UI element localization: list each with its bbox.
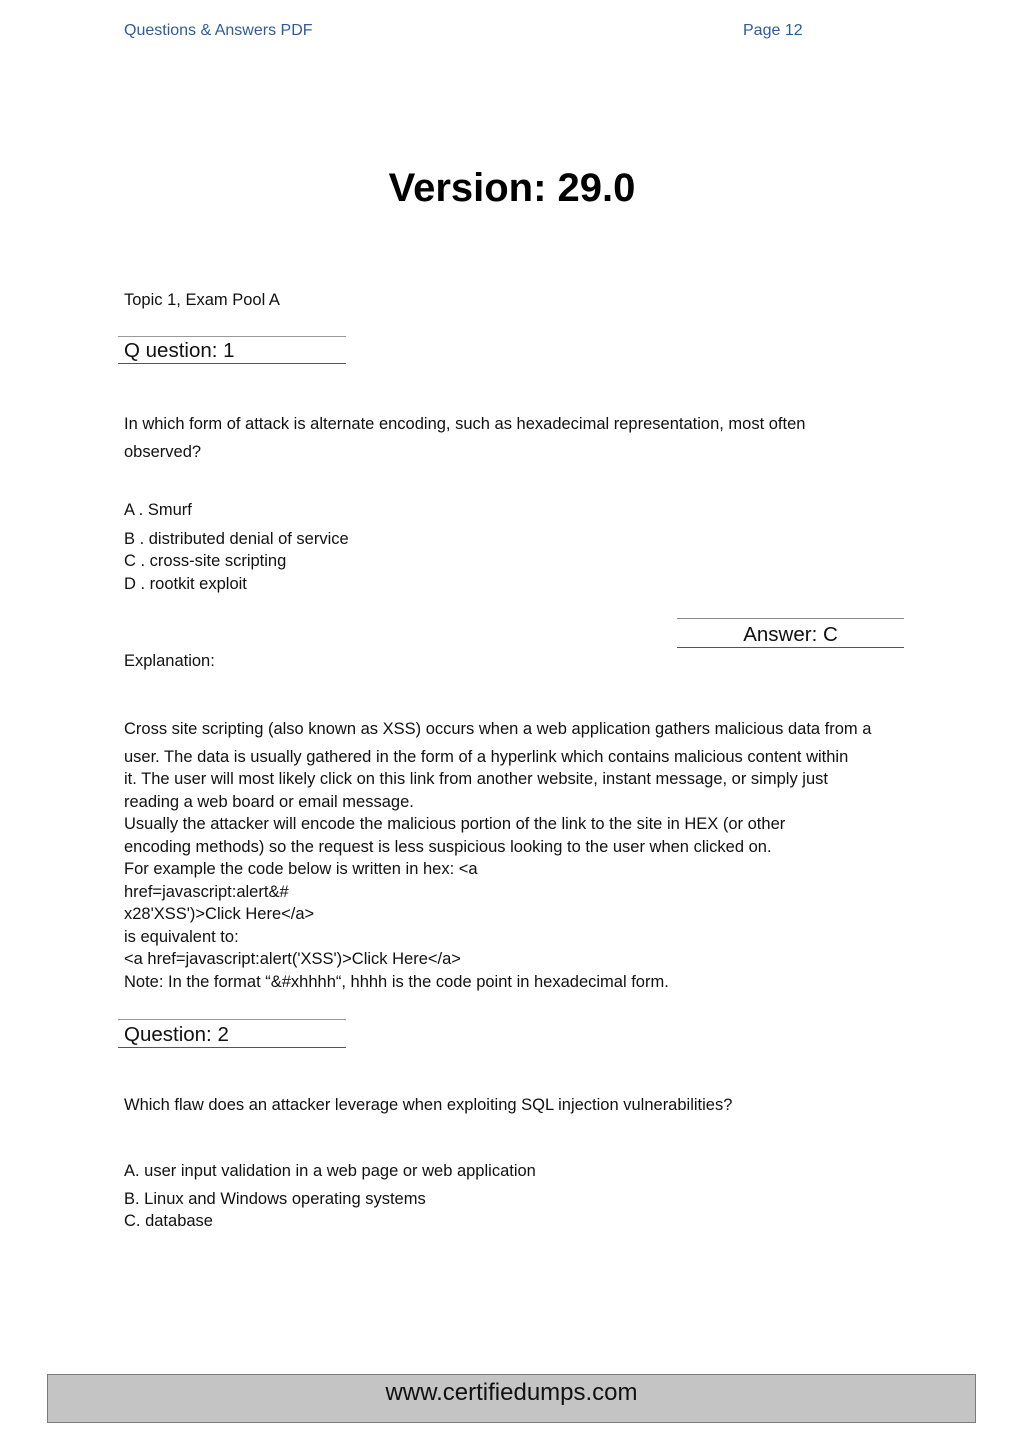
question-1-option-c: C . cross-site scripting: [124, 552, 287, 570]
explanation-line: user. The data is usually gathered in the form of a hyperlink which contains malicious content within: [124, 747, 849, 766]
question-1-line: In which form of attack is alternate encoding, such as hexadecimal representation, most often: [124, 415, 806, 433]
question-1-line: observed?: [124, 443, 202, 461]
explanation-line: <a href=javascript:alert('XSS')>Click Here</a>: [124, 950, 461, 968]
question-2-option-a: A. user input validation in a web page or web application: [124, 1162, 536, 1180]
question-1-text: [124, 410, 805, 466]
question-1-option-b: B . distributed denial of service: [124, 530, 349, 548]
explanation-line: is equivalent to:: [124, 927, 239, 946]
question-2-heading: [118, 1019, 346, 1048]
question-1-option-a: A . Smurf: [124, 501, 192, 519]
explanation-text: [124, 718, 871, 993]
question-1-label: Q uestion: 1: [124, 339, 235, 362]
question-2-text: Which flaw does an attacker leverage when exploiting SQL injection vulnerabilities?: [124, 1096, 733, 1114]
question-2-option-b: B. Linux and Windows operating systems: [124, 1190, 426, 1208]
version-title: Version: 29.0: [388, 166, 636, 210]
header-title: Questions & Answers PDF: [124, 22, 313, 39]
question-1-option-d: D . rootkit exploit: [124, 575, 247, 593]
answer-label: Answer: C: [743, 623, 838, 646]
footer-bar: [47, 1374, 976, 1423]
explanation-line: Cross site scripting (also known as XSS) occurs when a web application gathers malicious data from a: [124, 720, 872, 738]
explanation-line: Note: In the format “&#xhhhh“, hhhh is the code point in hexadecimal form.: [124, 972, 669, 991]
explanation-line: it. The user will most likely click on this link from another website, instant message, or simply just: [124, 770, 828, 788]
question-1-heading: [118, 336, 346, 364]
topic-label: Topic 1, Exam Pool A: [124, 291, 280, 309]
explanation-line: For example the code below is written in hex: <a: [124, 860, 478, 878]
explanation-line: reading a web board or email message.: [124, 792, 414, 811]
answer-box: [677, 618, 904, 648]
explanation-line: href=javascript:alert&#: [124, 882, 289, 901]
footer-url[interactable]: www.certifiedumps.com: [385, 1379, 638, 1406]
page-number: Page 12: [743, 22, 803, 39]
explanation-line: Usually the attacker will encode the malicious portion of the link to the site in HEX (or other: [124, 815, 786, 833]
explanation-line: x28'XSS')>Click Here</a>: [124, 905, 315, 923]
question-2-option-c: C. database: [124, 1212, 213, 1230]
explanation-label: Explanation:: [124, 652, 215, 670]
explanation-line: encoding methods) so the request is less suspicious looking to the user when clicked on.: [124, 837, 772, 856]
question-2-label: Question: 2: [124, 1023, 229, 1046]
